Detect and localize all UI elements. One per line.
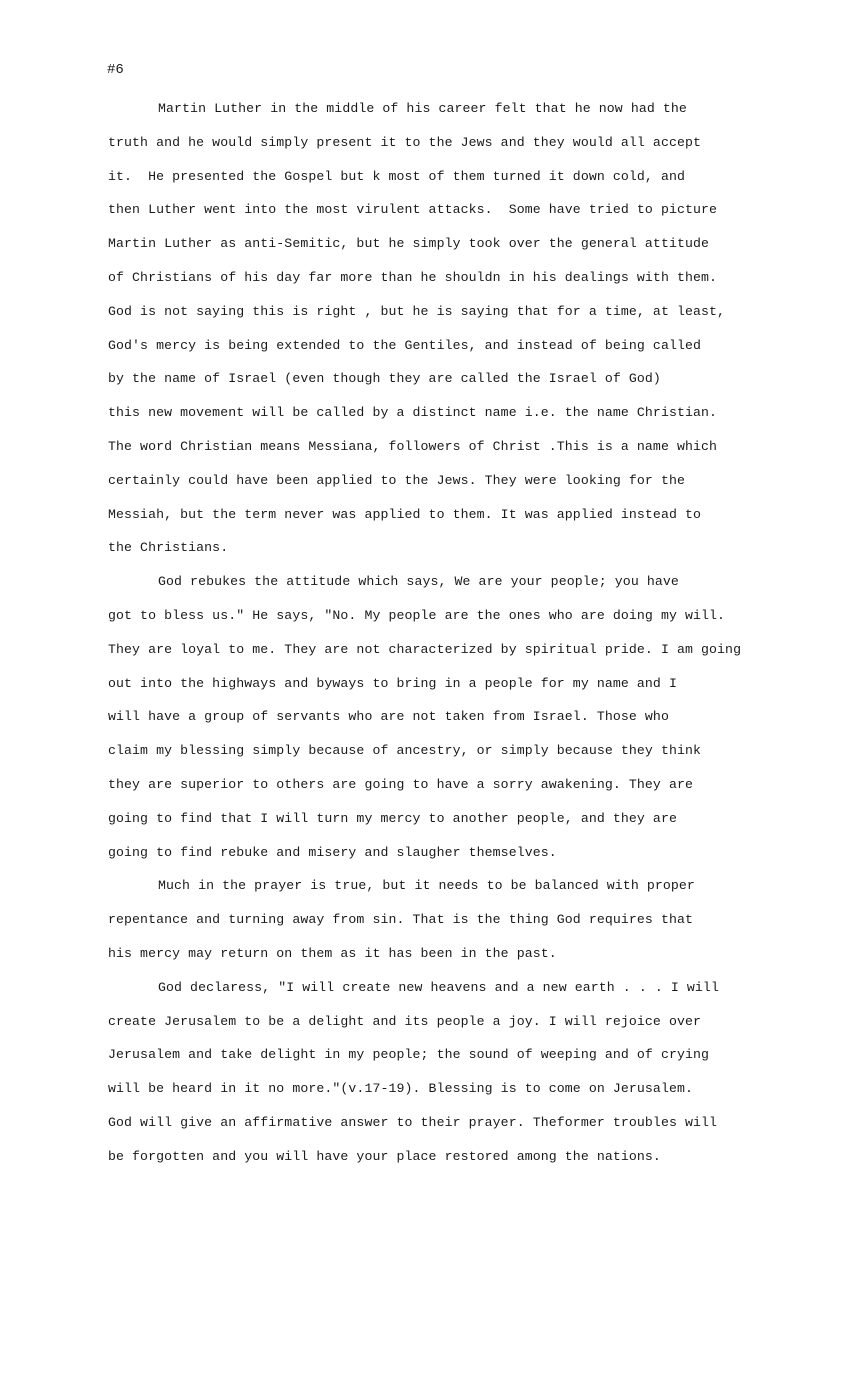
body-text [108, 92, 828, 1174]
text-line: Much in the prayer is true, but it needs to be balanced with proper [158, 878, 695, 894]
text-line: this new movement will be called by a distinct name i.e. the name Christian. [108, 405, 718, 421]
text-line: God's mercy is being extended to the Gentiles, and instead of being called [108, 337, 702, 353]
text-line: be forgotten and you will have your place restored among the nations. [108, 1148, 661, 1164]
text-line: it. He presented the Gospel but k most of them turned it down cold, and [108, 168, 685, 184]
text-line: God declaress, "I will create new heavens and a new earth . . . I will [158, 979, 719, 995]
text-line: truth and he would simply present it to the Jews and they would all accept [108, 134, 702, 150]
text-line: his mercy may return on them as it has been in the past. [108, 945, 557, 961]
page-number: #6 [107, 62, 124, 78]
text-line: they are superior to others are going to have a sorry awakening. They are [108, 776, 694, 792]
text-line: by the name of Israel (even though they are called the Israel of God) [108, 371, 661, 387]
text-line: the Christians. [108, 540, 229, 556]
text-line: got to bless us." He says, "No. My people are the ones who are doing my will. [108, 607, 726, 623]
text-line: going to find that I will turn my mercy to another people, and they are [108, 810, 677, 826]
text-line: claim my blessing simply because of ancestry, or simply because they think [108, 743, 702, 759]
text-line: Martin Luther in the middle of his career felt that he now had the [158, 101, 687, 116]
text-line: God rebukes the attitude which says, We are your people; you have [158, 574, 679, 590]
text-line: God will give an affirmative answer to their prayer. Theformer troubles will [108, 1114, 718, 1130]
text-line: God is not saying this is right , but he is saying that for a time, at least, [108, 303, 726, 319]
text-line: create Jerusalem to be a delight and its people a joy. I will rejoice over [108, 1013, 702, 1029]
text-line: Jerusalem and take delight in my people; the sound of weeping and of crying [108, 1047, 710, 1063]
text-line: will have a group of servants who are not taken from Israel. Those who [108, 709, 669, 725]
text-line: Messiah, but the term never was applied to them. It was applied instead to [108, 506, 702, 522]
text-line: of Christians of his day far more than he shouldn in his dealings with them. [108, 269, 718, 285]
text-line: certainly could have been applied to the Jews. They were looking for the [108, 472, 685, 488]
text-line: The word Christian means Messiana, followers of Christ .This is a name which [108, 438, 718, 454]
text-line: Martin Luther as anti-Semitic, but he simply took over the general attitude [108, 236, 710, 252]
text-line: They are loyal to me. They are not characterized by spiritual pride. I am going [108, 641, 742, 657]
text-line: then Luther went into the most virulent attacks. Some have tried to picture [108, 202, 718, 218]
text-line: repentance and turning away from sin. That is the thing God requires that [108, 912, 694, 928]
text-line: will be heard in it no more."(v.17-19). Blessing is to come on Jerusalem. [108, 1081, 694, 1097]
text-line: out into the highways and byways to bring in a people for my name and I [108, 675, 677, 691]
text-line: going to find rebuke and misery and slaugher themselves. [108, 844, 557, 860]
